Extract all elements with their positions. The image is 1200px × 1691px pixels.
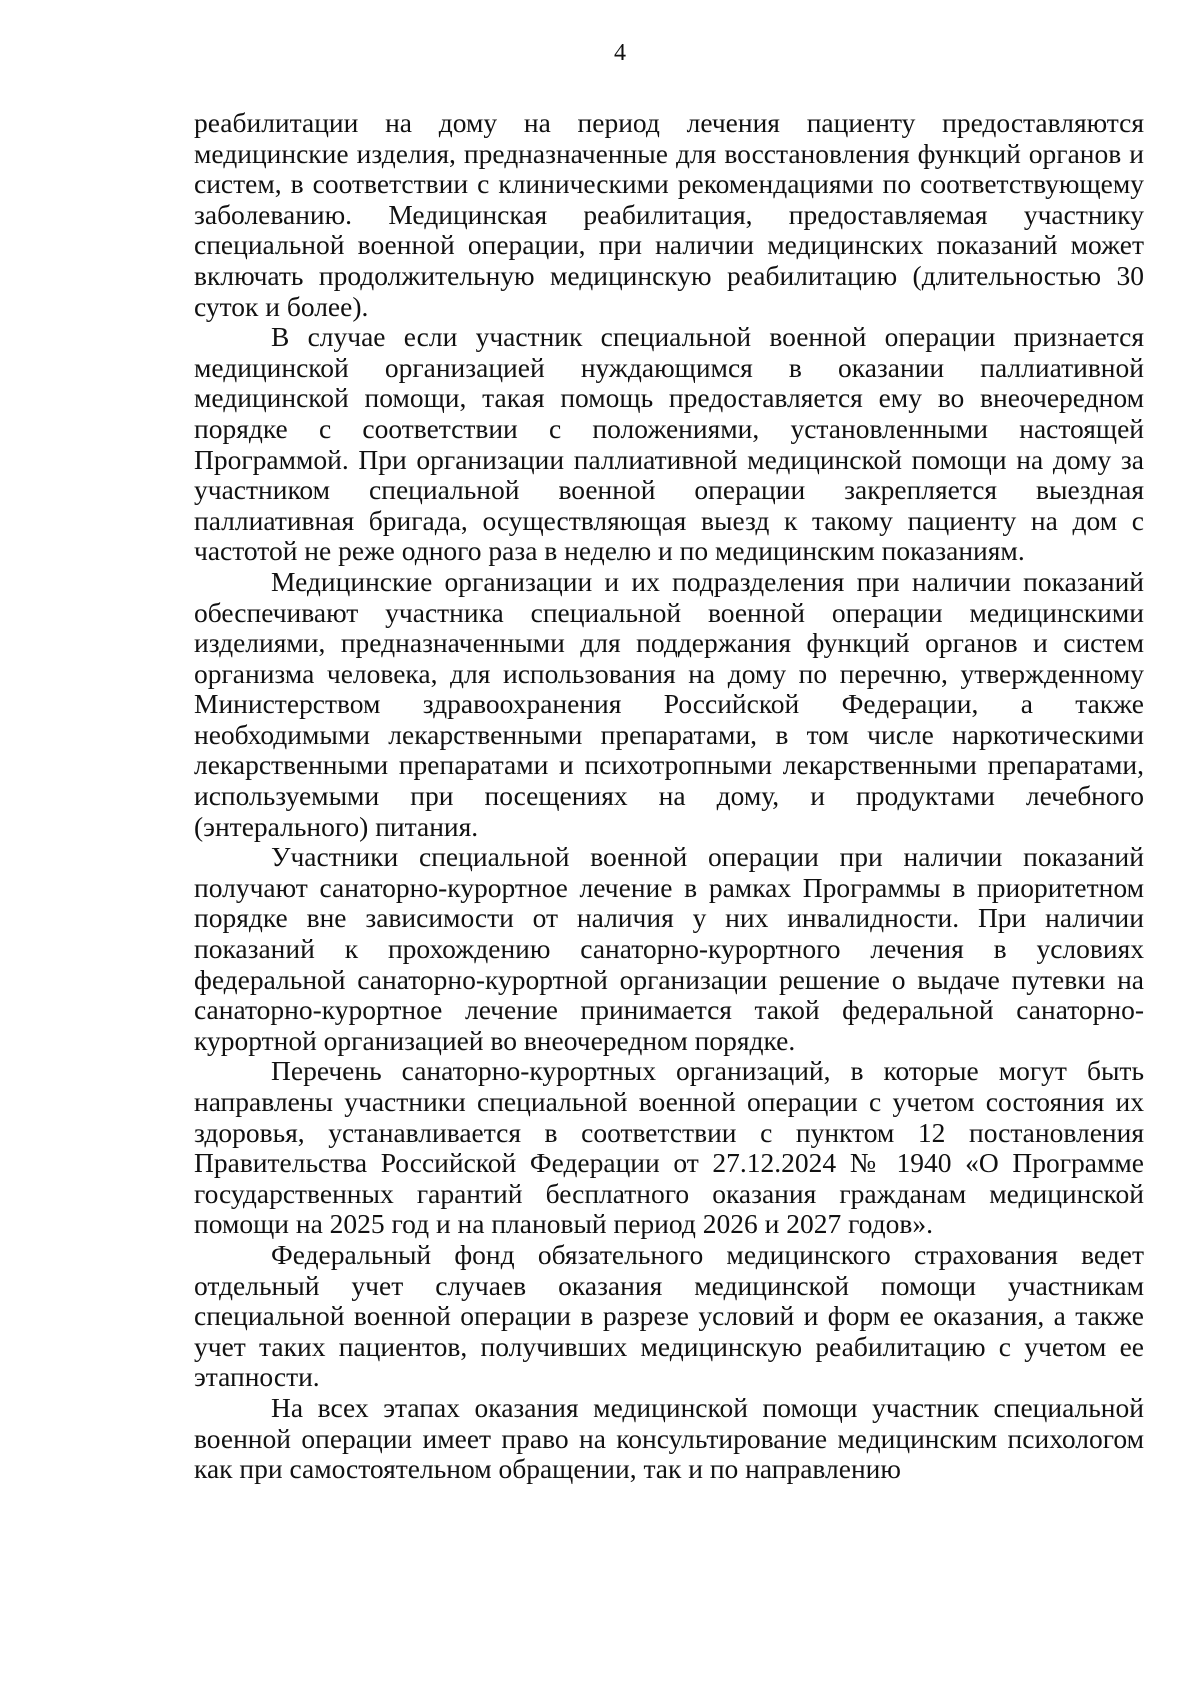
- paragraph-1: реабилитации на дому на период лечения пациенту предоставляются медицинские изделия, предназначенные для восстановления функций органов и систем, в соответствии с клиническими рекомендациями по соответствующему заболеванию. Медицинская реабилитация, предоставляемая участнику специальной военной операции, при наличии медицинских показаний может включать продолжительную медицинскую реабилитацию (длительностью 30 суток и более).: [194, 107, 1144, 322]
- page-number: 4: [614, 40, 626, 66]
- paragraph-5: Перечень санаторно-курортных организаций, в которые могут быть направлены участники специальной военной операции с учетом состояния их здоровья, устанавливается в соответствии с пунктом 12 постановления Правительства Российской Федерации от 27.12.2024 № 1940 «О Программе государственных гарантий бесплатного оказания гражданам медицинской помощи на 2025 год и на плановый период 2026 и 2027 годов».: [194, 1055, 1144, 1240]
- paragraph-7: На всех этапах оказания медицинской помощи участник специальной военной операции имеет право на консультирование медицинским психологом как при самостоятельном обращении, так и по направлению: [194, 1391, 1144, 1485]
- paragraph-3: Медицинские организации и их подразделения при наличии показаний обеспечивают участника специальной военной операции медицинскими изделиями, предназначенными для поддержания функций органов и систем организма человека, для использования на дому по перечню, утвержденному Министерством здравоохранения Российской Федерации, а также необходимыми лекарственными препаратами, в том числе наркотическими лекарственными препаратами и психотропными лекарственными препаратами, используемыми при посещениях на дому, и продуктами лечебного (энтерального) питания.: [194, 565, 1144, 842]
- paragraph-2: В случае если участник специальной военной операции признается медицинской организацией нуждающимся в оказании паллиативной медицинской помощи, такая помощь предоставляется ему во внеочередном порядке с соответствии с положениями, установленными настоящей Программой. При организации паллиативной медицинской помощи на дому за участником специальной военной операции закрепляется выездная паллиативная бригада, осуществляющая выезд к такому пациенту на дом с частотой не реже одного раза в неделю и по медицинским показаниям.: [194, 321, 1144, 567]
- document-body: [194, 108, 1144, 1485]
- paragraph-4: Участники специальной военной операции при наличии показаний получают санаторно-курортное лечение в рамках Программы в приоритетном порядке вне зависимости от наличия у них инвалидности. При наличии показаний к прохождению санаторно-курортного лечения в условиях федеральной санаторно-курортной организации решение о выдаче путевки на санаторно-курортное лечение принимается такой федеральной санаторно-курортной организацией во внеочередном порядке.: [194, 841, 1144, 1056]
- paragraph-6: Федеральный фонд обязательного медицинского страхования ведет отдельный учет случаев оказания медицинской помощи участникам специальной военной операции в разрезе условий и форм ее оказания, а также учет таких пациентов, получивших медицинскую реабилитацию с учетом ее этапности.: [194, 1238, 1144, 1393]
